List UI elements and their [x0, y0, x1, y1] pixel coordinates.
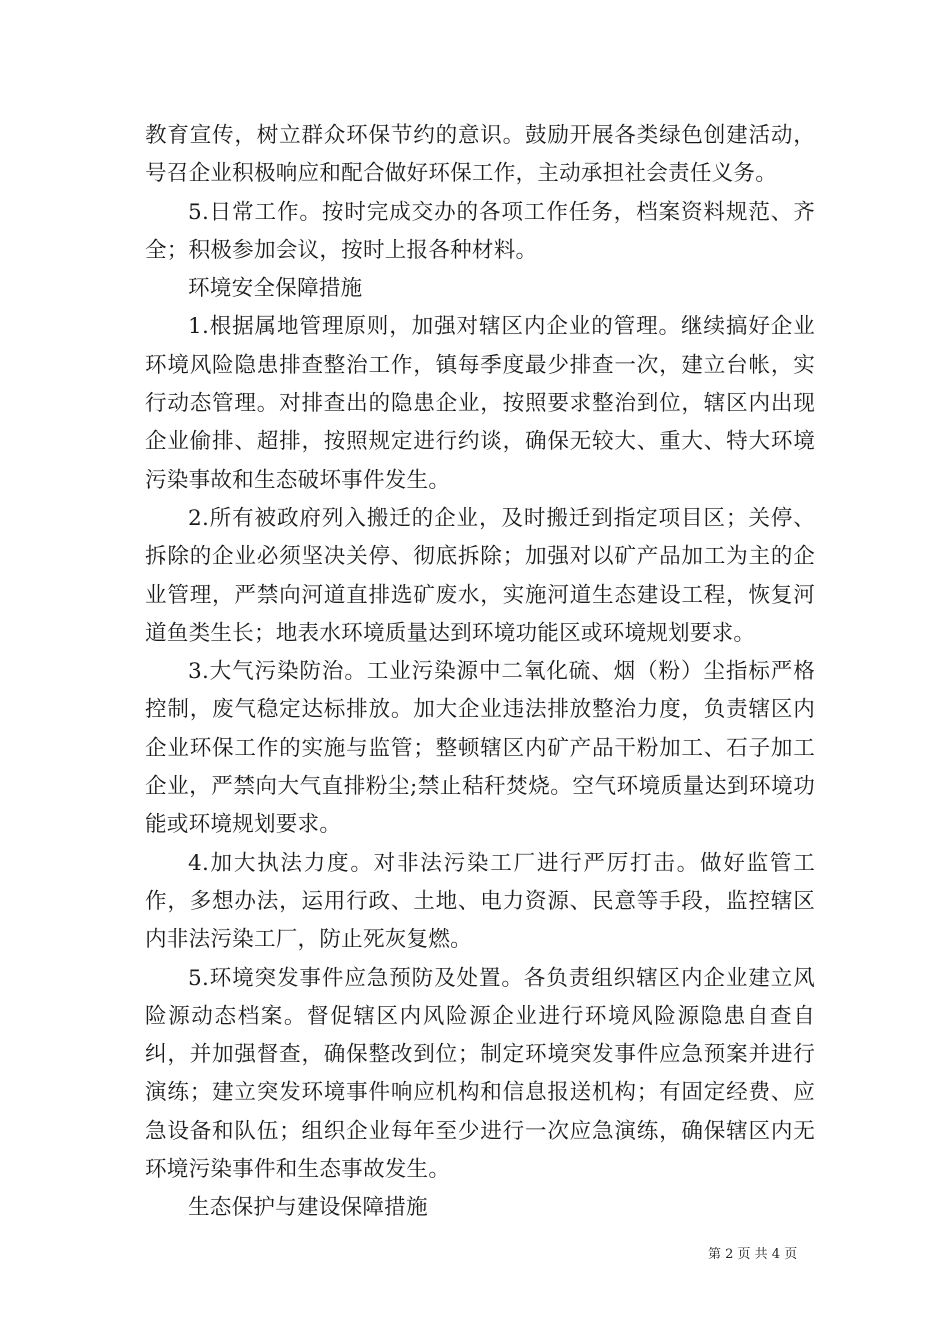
paragraph: 教育宣传，树立群众环保节约的意识。鼓励开展各类绿色创建活动，号召企业积极响应和配合做好环保工作，主动承担社会责任义务。 — [145, 123, 815, 187]
page-number-footer: 第 2 页 共 4 页 — [708, 1247, 798, 1262]
paragraph: 4.加大执法力度。对非法污染工厂进行严厉打击。做好监管工作，多想办法，运用行政、土地、电力资源、民意等手段，监控辖区内非法污染工厂，防止死灰复燃。 — [145, 850, 815, 953]
paragraph: 2.所有被政府列入搬迁的企业，及时搬迁到指定项目区；关停、拆除的企业必须坚决关停、彻底拆除；加强对以矿产品加工为主的企业管理，严禁向河道直排选矿废水，实施河道生态建设工程，恢复河道鱼类生长；地表水环境质量达到环境功能区或环境规划要求。 — [145, 505, 815, 646]
document-body — [145, 117, 815, 1228]
section-heading: 环境安全保障措施 — [188, 276, 363, 302]
section-heading: 生态保护与建设保障措施 — [188, 1195, 428, 1221]
paragraph: 5.环境突发事件应急预防及处置。各负责组织辖区内企业建立风险源动态档案。督促辖区内风险源企业进行环境风险源隐患自查自纠，并加强督查，确保整改到位；制定环境突发事件应急预案并进行演练；建立突发环境事件响应机构和信息报送机构；有固定经费、应急设备和队伍；组织企业每年至少进行一次应急演练，确保辖区内无环境污染事件和生态事故发生。 — [145, 965, 815, 1183]
paragraph: 3.大气污染防治。工业污染源中二氧化硫、烟（粉）尘指标严格控制，废气稳定达标排放。加大企业违法排放整治力度，负责辖区内企业环保工作的实施与监管；整顿辖区内矿产品干粉加工、石子加工企业，严禁向大气直排粉尘;禁止秸秆焚烧。空气环境质量达到环境功能或环境规划要求。 — [145, 659, 815, 838]
paragraph: 5.日常工作。按时完成交办的各项工作任务，档案资料规范、齐全；积极参加会议，按时上报各种材料。 — [145, 199, 815, 263]
paragraph: 1.根据属地管理原则，加强对辖区内企业的管理。继续搞好企业环境风险隐患排查整治工作，镇每季度最少排查一次，建立台帐，实行动态管理。对排查出的隐患企业，按照要求整治到位，辖区内出现企业偷排、超排，按照规定进行约谈，确保无较大、重大、特大环境污染事故和生态破坏事件发生。 — [145, 314, 815, 493]
